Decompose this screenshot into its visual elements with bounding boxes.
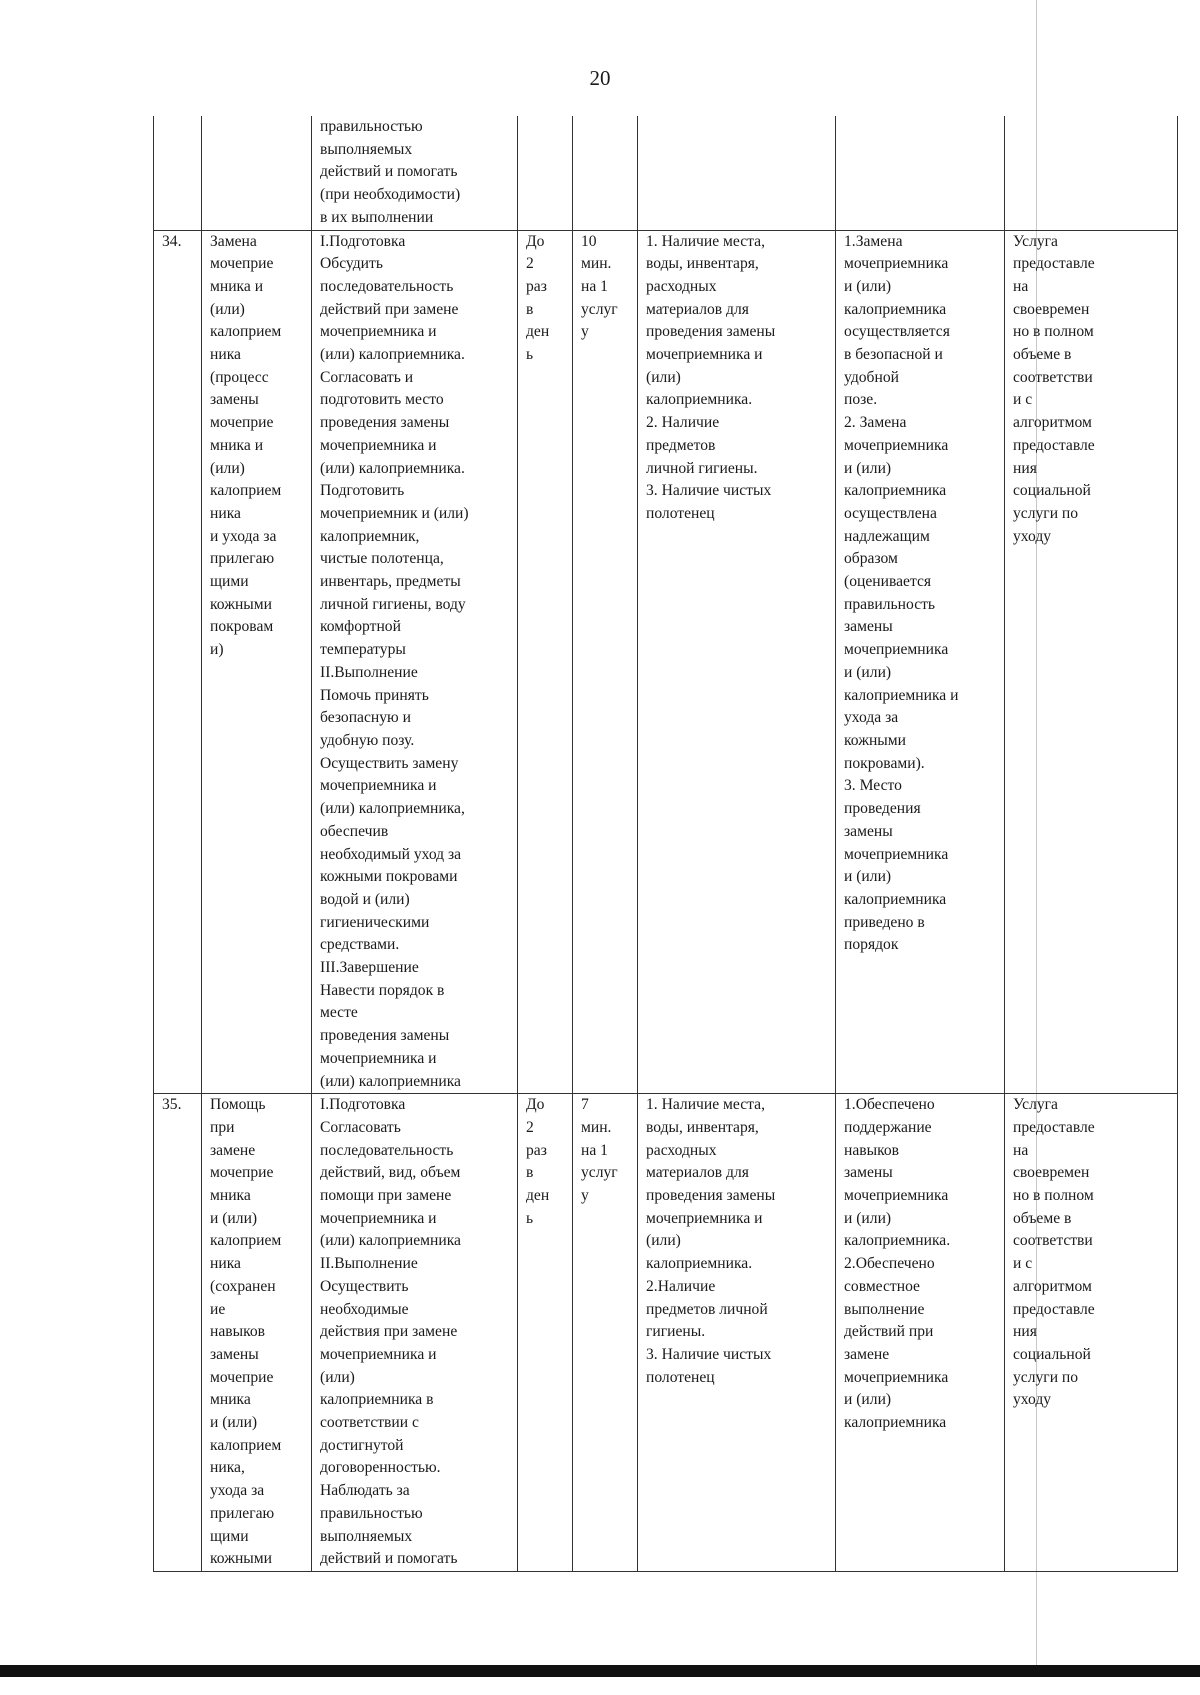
cell-service-name <box>202 116 312 230</box>
table-row <box>154 1094 1178 1572</box>
cell-conditions: 1. Наличие места, воды, инвентаря, расходных материалов для проведения замены мочеприемника и (или) калоприемника. 2.Наличие предметов личной гигиены. 3. Наличие чистых полотенец <box>638 1094 836 1572</box>
cell-duration: 7 мин. на 1 услуг у <box>573 1094 638 1572</box>
cell-service-name: Замена мочеприе мника и (или) калоприем ника (процесс замены мочеприе мника и (или) калоприем ника и ухода за прилегаю щими кожными покровам и) <box>202 230 312 1094</box>
cell-evaluation <box>1005 116 1178 230</box>
cell-evaluation: Услуга предоставле на своевремен но в полном объеме в соответстви и с алгоритмом предоставле ния социальной услуги по уходу <box>1005 1094 1178 1572</box>
cell-frequency: До 2 раз в ден ь <box>518 1094 573 1572</box>
services-table <box>153 116 1178 1572</box>
cell-service-name: Помощь при замене мочеприе мника и (или) калоприем ника (сохранен ие навыков замены мочеприе мника и (или) калоприем ника, ухода за прилегаю щими кожными <box>202 1094 312 1572</box>
cell-evaluation: Услуга предоставле на своевремен но в полном объеме в соответстви и с алгоритмом предоставле ния социальной услуги по уходу <box>1005 230 1178 1094</box>
cell-duration: 10 мин. на 1 услуг у <box>573 230 638 1094</box>
cell-duration <box>573 116 638 230</box>
table-row <box>154 116 1178 230</box>
cell-content: I.Подготовка Обсудить последовательность действий при замене мочеприемника и (или) калоприемника. Согласовать и подготовить место проведения замены мочеприемника и (или) калоприемника. Подготовить мочеприемник и (или) калоприемник, чистые полотенца, инвентарь, предметы личной гигиены, воду комфортной температуры II.Выполнение Помочь принять безопасную и удобную позу. Осуществить замену мочеприемника и (или) калоприемника, обеспечив необходимый уход за кожными покровами водой и (или) гигиеническими средствами. III.Завершение Навести порядок в месте проведения замены мочеприемника и (или) калоприемника <box>312 230 518 1094</box>
page-number: 20 <box>589 66 611 90</box>
scan-bottom-edge <box>0 1665 1200 1677</box>
cell-content: правильностью выполняемых действий и помогать (при необходимости) в их выполнении <box>312 116 518 230</box>
cell-frequency <box>518 116 573 230</box>
cell-number <box>154 116 202 230</box>
cell-indicators <box>836 116 1005 230</box>
cell-conditions <box>638 116 836 230</box>
cell-number: 35. <box>154 1094 202 1572</box>
cell-number: 34. <box>154 230 202 1094</box>
cell-content: I.Подготовка Согласовать последовательность действий, вид, объем помощи при замене мочеприемника и (или) калоприемника II.Выполнение Осуществить необходимые действия при замене мочеприемника и (или) калоприемника в соответствии с достигнутой договоренностью. Наблюдать за правильностью выполняемых действий и помогать <box>312 1094 518 1572</box>
cell-frequency: До 2 раз в ден ь <box>518 230 573 1094</box>
table-row <box>154 230 1178 1094</box>
cell-indicators: 1.Замена мочеприемника и (или) калоприемника осуществляется в безопасной и удобной позе. 2. Замена мочеприемника и (или) калоприемника осуществлена надлежащим образом (оценивается правильность замены мочеприемника и (или) калоприемника и ухода за кожными покровами). 3. Место проведения замены мочеприемника и (или) калоприемника приведено в порядок <box>836 230 1005 1094</box>
cell-conditions: 1. Наличие места, воды, инвентаря, расходных материалов для проведения замены мочеприемника и (или) калоприемника. 2. Наличие предметов личной гигиены. 3. Наличие чистых полотенец <box>638 230 836 1094</box>
cell-indicators: 1.Обеспечено поддержание навыков замены мочеприемника и (или) калоприемника. 2.Обеспечено совместное выполнение действий при замене мочеприемника и (или) калоприемника <box>836 1094 1005 1572</box>
